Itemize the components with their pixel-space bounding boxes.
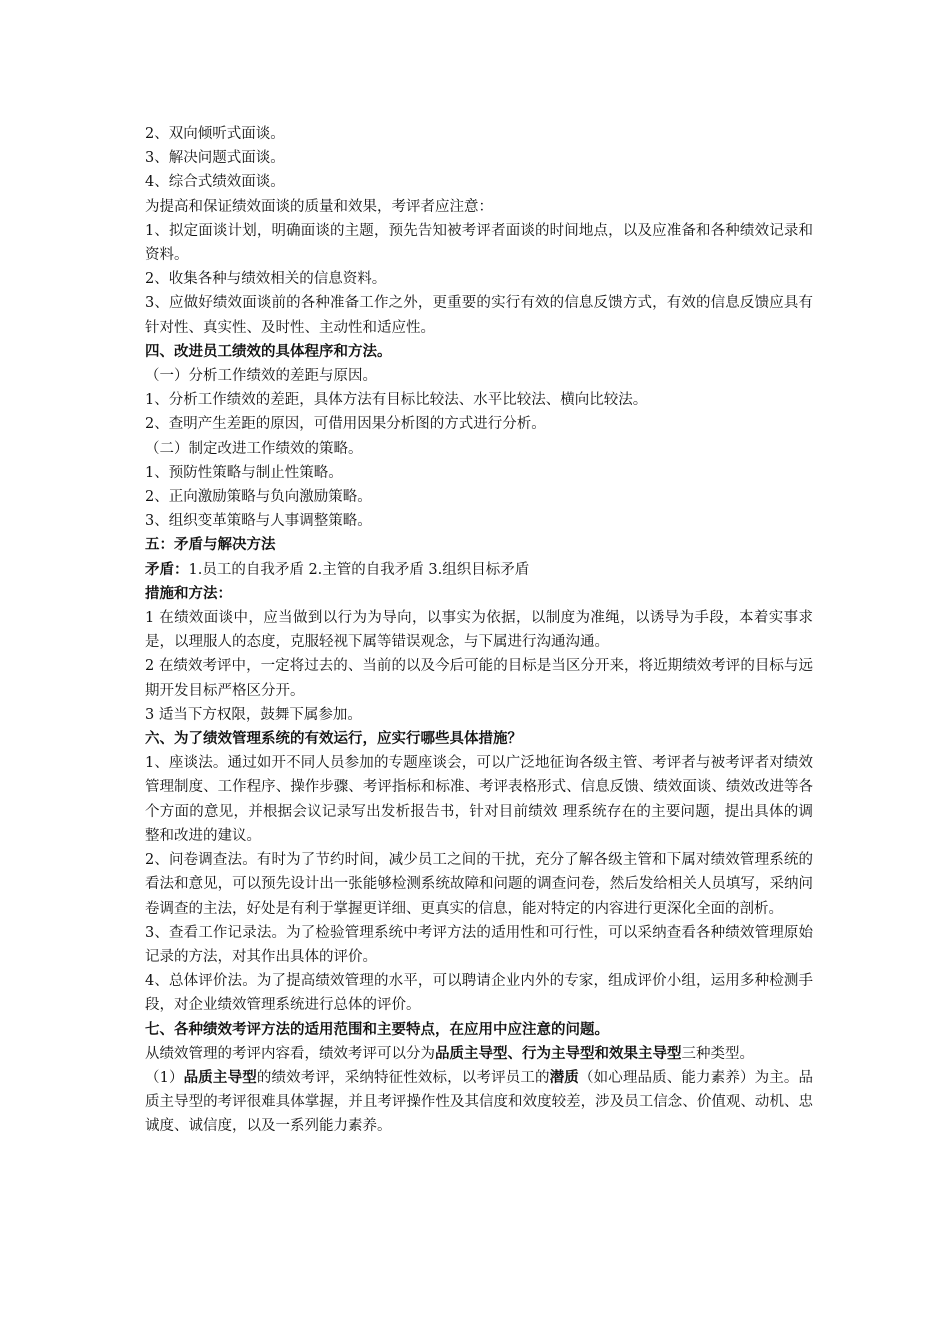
list-item: 3 适当下方权限，鼓舞下属参加。 [145, 706, 362, 723]
list-item: 1、分析工作绩效的差距，具体方法有目标比较法、水平比较法、横向比较法。 [145, 392, 648, 409]
subsection-heading: （二）制定改进工作绩效的策略。 [145, 440, 363, 457]
list-item: 3、应做好绩效面谈前的各种准备工作之外，更重要的实行有效的信息反馈方式，有效的信息反馈应具有针对性、真实性、及时性、主动性和适应性。 [145, 295, 813, 336]
list-item: 3、组织变革策略与人事调整策略。 [145, 513, 372, 530]
subsection-heading: （一）分析工作绩效的差距与原因。 [145, 368, 377, 385]
measures-label: 措施和方法： [145, 584, 232, 602]
list-item: 1、拟定面谈计划，明确面谈的主题，预先告知被考评者面谈的时间地点，以及应准备和各种绩效记录和资料。 [145, 222, 813, 264]
conflict-line [145, 558, 813, 582]
section-heading: 四、改进员工绩效的具体程序和方法。 [145, 342, 392, 360]
bold-run: 潜质 [549, 1068, 579, 1086]
text-run: 三种类型。 [681, 1045, 754, 1062]
list-item: 2、双向倾听式面谈。 [145, 126, 285, 142]
list-item: 1 在绩效面谈中，应当做到以行为为导向，以事实为依据，以制度为准绳，以诱导为手段，本着实事求是，以理服人的态度，克服轻视下属等错误观念，与下属进行沟通沟通。 [145, 610, 813, 651]
bold-run: 品质主导型 [183, 1068, 257, 1086]
section-heading: 六、为了绩效管理系统的有效运行，应实行哪些具体措施？ [145, 730, 522, 748]
text-run: 从绩效管理的考评内容看，绩效考评可以分为 [145, 1045, 435, 1062]
document-page [145, 122, 813, 1139]
text-run: 的绩效考评，采纳特征性效标，以考评员工的 [256, 1069, 550, 1086]
list-item: 1、预防性策略与制止性策略。 [145, 464, 343, 481]
section-heading: 七、各种绩效考评方法的适用范围和主要特点，在应用中应注意的问题。 [145, 1020, 609, 1038]
list-item: 2 在绩效考评中，一定将过去的、当前的以及今后可能的目标是当区分开来，将近期绩效考评的目标与远期开发目标严格区分开。 [145, 658, 813, 699]
paragraph [145, 1042, 813, 1066]
list-item: 2、收集各种与绩效相关的信息资料。 [145, 271, 387, 288]
conflict-label: 矛盾： [145, 560, 189, 578]
list-item: 3、解决问题式面谈。 [145, 150, 285, 167]
conflict-text: 1.员工的自我矛盾 2.主管的自我矛盾 3.组织目标矛盾 [188, 561, 530, 578]
list-item: 2、查明产生差距的原因，可借用因果分析图的方式进行分析。 [145, 416, 546, 433]
list-item: 4、总体评价法。为了提高绩效管理的水平，可以聘请企业内外的专家，组成评价小组，运用多种检测手段，对企业绩效管理系统进行总体的评价。 [145, 973, 813, 1014]
list-item: 1、座谈法。通过如开不同人员参加的专题座谈会，可以广泛地征询各级主管、考评者与被考评者对绩效管理制度、工作程序、操作步骤、考评指标和标准、考评表格形式、信息反馈、绩效面谈、绩效改进等各个方面的意见，并根据会议记录写出发析报告书，针对目前绩效 理系统存在的主要问题，提出具体的调整和改进的建议。 [145, 755, 813, 844]
text-run: （1） [145, 1069, 184, 1086]
list-item: 3、查看工作记录法。为了检验管理系统中考评方法的适用性和可行性，可以采纳查看各种绩效管理原始记录的方法，对其作出具体的评价。 [145, 924, 813, 965]
list-item: 4、综合式绩效面谈。 [145, 174, 285, 191]
section-heading: 五：矛盾与解决方法 [145, 536, 276, 554]
paragraph: 为提高和保证绩效面谈的质量和效果，考评者应注意： [145, 198, 493, 215]
paragraph [145, 1066, 813, 1139]
list-item: 2、正向激励策略与负向激励策略。 [145, 489, 372, 506]
bold-run: 品质主导型、行为主导型和效果主导型 [435, 1044, 682, 1062]
text-run: （如心理品质、能力素养）为主。品质主导型的考评很难具体掌握，并且考评操作性及其信度和效度较差，涉及员工信念、价值观、动机、忠诚度、诚信度，以及一系列能力素养。 [145, 1069, 814, 1135]
list-item: 2、问卷调查法。有时为了节约时间，减少员工之间的干扰，充分了解各级主管和下属对绩效管理系统的看法和意见，可以预先设计出一张能够检测系统故障和问题的调查问卷，然后发给相关人员填写，采纳问卷调查的主法，好处是有利于掌握更详细、更真实的信息，能对特定的内容进行更深化全面的剖析。 [145, 852, 813, 917]
